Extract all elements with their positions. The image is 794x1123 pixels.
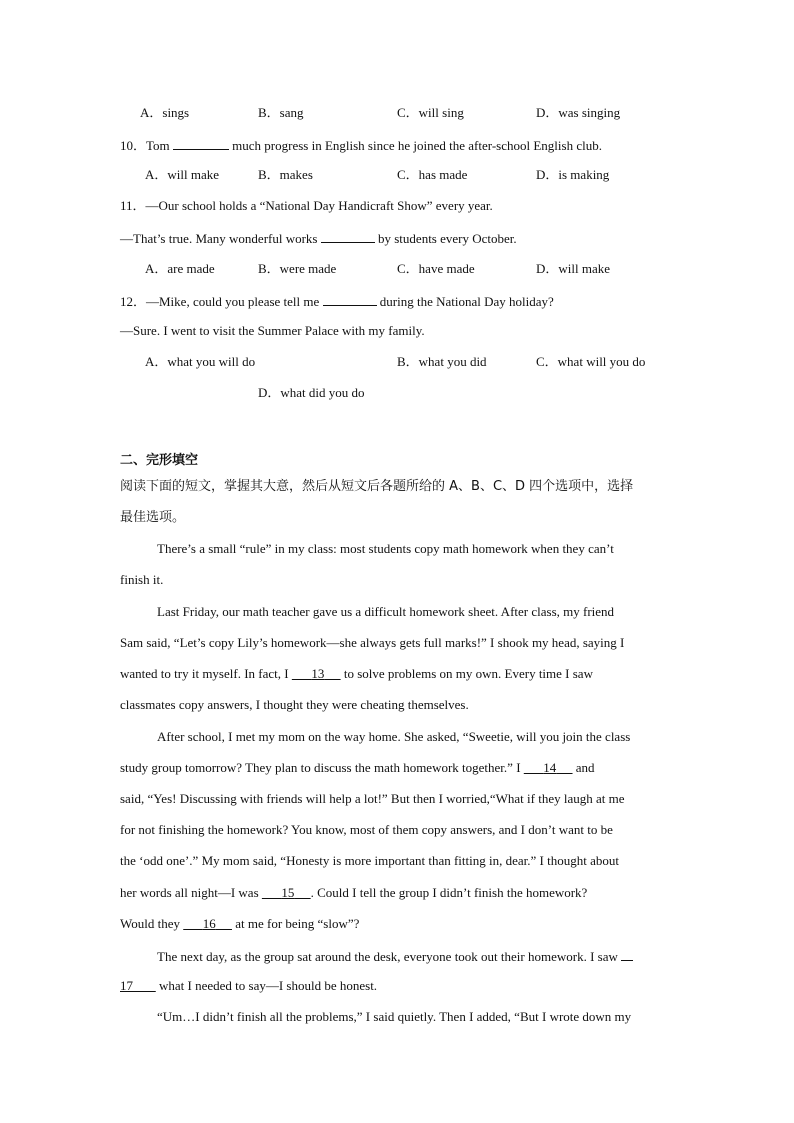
q11-option-c[interactable]: C．have made bbox=[397, 261, 475, 276]
passage-p2-line4: classmates copy answers, I thought they were cheating themselves. bbox=[120, 697, 469, 712]
q11-blank bbox=[321, 229, 375, 243]
q11-line2 bbox=[120, 229, 517, 247]
passage-p3-line7-suffix: at me for being “slow”? bbox=[235, 916, 360, 931]
passage-p2-line1: Last Friday, our math teacher gave us a difficult homework sheet. After class, my friend bbox=[157, 604, 615, 619]
passage-p2-line3-suffix: to solve problems on my own. Every time I saw bbox=[343, 666, 593, 681]
q10-option-b[interactable]: B．makes bbox=[258, 167, 313, 182]
blank-15-number: 15 bbox=[281, 885, 295, 900]
q10-stem bbox=[120, 136, 602, 154]
passage-p4-line1-text: The next day, as the group sat around the desk, everyone took out their homework. I saw bbox=[157, 949, 618, 964]
blank-16-number: 16 bbox=[202, 916, 216, 931]
q10-option-d[interactable]: D．is making bbox=[536, 167, 610, 182]
section-heading: 二、完形填空 bbox=[120, 453, 199, 468]
q12-line1-prefix: 12．—Mike, could you please tell me bbox=[120, 294, 320, 309]
passage-p4-line1 bbox=[157, 947, 633, 965]
q9-option-d[interactable]: D．was singing bbox=[536, 105, 621, 120]
passage-p3-line6-prefix: her words all night—I was bbox=[120, 885, 259, 900]
blank-13[interactable] bbox=[292, 666, 341, 681]
q9-option-c[interactable]: C．will sing bbox=[397, 105, 464, 120]
blank-14[interactable] bbox=[524, 760, 573, 775]
q11-line2-prefix: —That’s true. Many wonderful works bbox=[120, 231, 318, 246]
q12-line2: —Sure. I went to visit the Summer Palace with my family. bbox=[120, 323, 425, 338]
passage-p3-line2 bbox=[120, 760, 595, 776]
passage-p4-line2 bbox=[120, 978, 377, 994]
q9-option-a[interactable]: A．sings bbox=[140, 105, 190, 120]
q10-option-a[interactable]: A．will make bbox=[145, 167, 220, 182]
passage-p4-line2-suffix: what I needed to say—I should be honest. bbox=[159, 978, 378, 993]
q11-option-d[interactable]: D．will make bbox=[536, 261, 611, 276]
passage-p5-line1: “Um…I didn’t finish all the problems,” I said quietly. Then I added, “But I wrote down my bbox=[157, 1009, 632, 1024]
q12-option-a[interactable]: A．what you will do bbox=[145, 354, 256, 369]
q10-suffix: much progress in English since he joined the after-school English club. bbox=[232, 138, 602, 153]
section-instruction-line1: 阅读下面的短文，掌握其大意，然后从短文后各题所给的 A、B、C、D 四个选项中，选择 bbox=[120, 479, 634, 494]
q12-option-b[interactable]: B．what you did bbox=[397, 354, 487, 369]
q10-prefix: 10．Tom bbox=[120, 138, 170, 153]
blank-14-number: 14 bbox=[543, 760, 557, 775]
passage-p2-line3 bbox=[120, 666, 593, 682]
blank-17-number: 17 bbox=[120, 978, 133, 993]
q9-option-b[interactable]: B．sang bbox=[258, 105, 304, 120]
q12-blank bbox=[323, 292, 377, 306]
q11-line2-suffix: by students every October. bbox=[378, 231, 517, 246]
passage-p3-line2-prefix: study group tomorrow? They plan to discuss the math homework together.” I bbox=[120, 760, 521, 775]
passage-p3-line2-suffix: and bbox=[575, 760, 595, 775]
q12-line1 bbox=[120, 292, 554, 310]
q12-option-c[interactable]: C．what will you do bbox=[536, 354, 646, 369]
passage-p1-line1: There’s a small “rule” in my class: most students copy math homework when they can’t bbox=[157, 541, 614, 556]
passage-p2-line3-prefix: wanted to try it myself. In fact, I bbox=[120, 666, 289, 681]
blank-17[interactable] bbox=[120, 978, 156, 993]
q12-line1-suffix: during the National Day holiday? bbox=[379, 294, 554, 309]
passage-p3-line4: for not finishing the homework? You know, most of them copy answers, and I don’t want to be bbox=[120, 822, 613, 837]
blank-16[interactable] bbox=[183, 916, 232, 931]
passage-p3-line1: After school, I met my mom on the way home. She asked, “Sweetie, will you join the class bbox=[157, 729, 631, 744]
passage-p2-line2: Sam said, “Let’s copy Lily’s homework—she always gets full marks!” I shook my head, saying I bbox=[120, 635, 625, 650]
passage-p3-line7 bbox=[120, 916, 359, 932]
blank-13-number: 13 bbox=[311, 666, 325, 681]
passage-p3-line6-suffix: . Could I tell the group I didn’t finish the homework? bbox=[310, 885, 588, 900]
blank-17-lead bbox=[621, 947, 633, 961]
passage-p3-line5: the ‘odd one’.” My mom said, “Honesty is more important than fitting in, dear.” I thought about bbox=[120, 853, 619, 868]
q11-option-a[interactable]: A．are made bbox=[145, 261, 215, 276]
q10-blank bbox=[173, 136, 229, 150]
passage-p1-line2: finish it. bbox=[120, 572, 164, 587]
q10-option-c[interactable]: C．has made bbox=[397, 167, 468, 182]
blank-15[interactable] bbox=[262, 885, 311, 900]
passage-p3-line7-prefix: Would they bbox=[120, 916, 180, 931]
passage-p3-line6 bbox=[120, 885, 587, 901]
q11-option-b[interactable]: B．were made bbox=[258, 261, 337, 276]
section-instruction-line2: 最佳选项。 bbox=[120, 510, 186, 525]
q11-line1: 11．—Our school holds a “National Day Handicraft Show” every year. bbox=[120, 198, 493, 213]
q12-option-d[interactable]: D．what did you do bbox=[258, 385, 365, 400]
passage-p3-line3: said, “Yes! Discussing with friends will help a lot!” But then I worried,“What if they laugh at me bbox=[120, 791, 625, 806]
